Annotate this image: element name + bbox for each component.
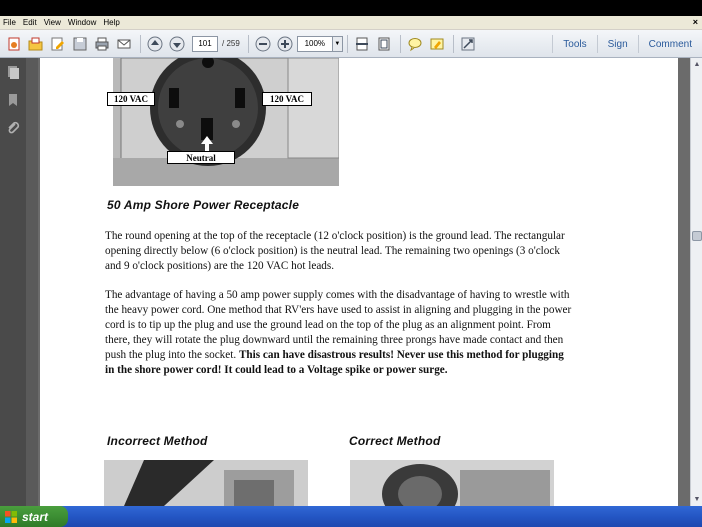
vertical-scrollbar[interactable] [690, 58, 702, 506]
navigation-pane [0, 58, 26, 506]
screen-top-strip [0, 0, 702, 16]
toolbar-separator [453, 35, 454, 53]
edit-pencil-icon [50, 36, 66, 52]
navigation-pane-divider[interactable] [26, 58, 38, 506]
fit-width-button[interactable] [352, 34, 372, 54]
printer-icon [94, 36, 110, 52]
fit-page-icon [376, 36, 392, 52]
chevron-down-icon: ▼ [693, 495, 701, 503]
receptacle-image [113, 58, 339, 186]
callout-neutral: Neutral [167, 151, 235, 164]
edit-button[interactable] [48, 34, 68, 54]
highlight-button[interactable] [427, 34, 447, 54]
task-pane-links [552, 30, 702, 58]
highlighter-icon [429, 36, 445, 52]
page-count: / 259 [222, 39, 240, 48]
speech-bubble-icon [407, 36, 423, 52]
menu-help[interactable]: Help [103, 18, 120, 27]
heading-correct-method: Correct Method [349, 434, 441, 448]
zoom-in-button[interactable] [275, 34, 295, 54]
paragraph-power-cord-warning [105, 288, 575, 378]
paragraph-receptacle-description: The round opening at the top of the receptacle (12 o'clock position) is the ground lead. The rectangular opening directly below (6 o'clock position) is the neutral lead. The remaining two openings (3 o'clock and 9 o'clock positions) are the 120 VAC hot leads. [105, 230, 565, 272]
scroll-down-button[interactable] [692, 494, 702, 504]
save-disk-icon [72, 36, 88, 52]
envelope-icon [116, 36, 132, 52]
open-folder-icon [28, 36, 44, 52]
tools-link[interactable]: Tools [552, 35, 596, 53]
attachments-paperclip-icon[interactable] [5, 120, 21, 136]
sign-link[interactable]: Sign [597, 35, 638, 53]
menu-window[interactable]: Window [67, 18, 97, 27]
plus-circle-icon [277, 36, 293, 52]
menu-bar [0, 16, 702, 30]
scroll-up-button[interactable] [692, 59, 702, 69]
create-pdf-icon [6, 36, 22, 52]
heading-incorrect-method: Incorrect Method [107, 434, 208, 448]
bookmarks-icon[interactable] [5, 92, 21, 108]
chevron-down-icon: ▼ [334, 40, 341, 47]
previous-page-button[interactable] [145, 34, 165, 54]
scrollbar-thumb[interactable] [692, 231, 702, 241]
fit-width-icon [354, 36, 370, 52]
zoom-dropdown-button[interactable] [333, 36, 343, 52]
menu-file[interactable]: File [3, 18, 16, 27]
start-button[interactable] [0, 506, 68, 527]
next-page-button[interactable] [167, 34, 187, 54]
start-label: start [22, 509, 49, 524]
comment-link[interactable]: Comment [638, 35, 702, 53]
arrow-up-circle-icon [147, 36, 163, 52]
save-button[interactable] [70, 34, 90, 54]
chevron-up-icon: ▲ [693, 60, 701, 68]
toolbar-separator [347, 35, 348, 53]
toolbar-separator [400, 35, 401, 53]
page-thumbnails-icon[interactable] [5, 64, 21, 80]
toolbar [0, 30, 702, 58]
fit-page-button[interactable] [374, 34, 394, 54]
minus-circle-icon [255, 36, 271, 52]
section-heading-50amp: 50 Amp Shore Power Receptacle [107, 198, 300, 212]
email-button[interactable] [114, 34, 134, 54]
open-button[interactable] [26, 34, 46, 54]
windows-flag-icon [4, 510, 18, 524]
zoom-level-input[interactable]: 100% [297, 36, 333, 52]
arrow-down-circle-icon [169, 36, 185, 52]
incorrect-method-image [104, 460, 308, 506]
comment-note-button[interactable] [405, 34, 425, 54]
callout-120vac-right: 120 VAC [262, 92, 312, 106]
menu-edit[interactable]: Edit [22, 18, 37, 27]
page-number-input[interactable]: 101 [192, 36, 218, 52]
windows-taskbar [0, 506, 702, 527]
correct-method-image [350, 460, 554, 506]
full-screen-button[interactable] [458, 34, 478, 54]
paragraph-warning-bold: This can have disastrous results! Never use this method for plugging in the shore power cord! It could lead to a Voltage spike or power surge. [105, 349, 564, 376]
pdf-page [40, 58, 678, 506]
print-button[interactable] [92, 34, 112, 54]
toolbar-separator [248, 35, 249, 53]
menu-view[interactable]: View [43, 18, 61, 27]
correct-method-photo [350, 460, 554, 506]
callout-120vac-left: 120 VAC [107, 92, 155, 106]
incorrect-method-photo [104, 460, 308, 506]
paragraph-warning-text: The advantage of having a 50 amp power supply comes with the disadvantage of having to wrestle with the heavy power cord. One method that RV'ers have used to assist in aligning and plugging in the power cord is to tip up the plug and use the ground lead on the top of the plug as an alignment point. From there, they will rotate the plug downward until the remaining three prongs have made contact and then push the plug into the socket. [105, 289, 572, 361]
toolbar-separator [140, 35, 141, 53]
receptacle-photo [113, 58, 339, 186]
close-document-button[interactable]: × [692, 17, 698, 27]
create-pdf-button[interactable] [4, 34, 24, 54]
zoom-out-button[interactable] [253, 34, 273, 54]
expand-arrows-icon [460, 36, 476, 52]
